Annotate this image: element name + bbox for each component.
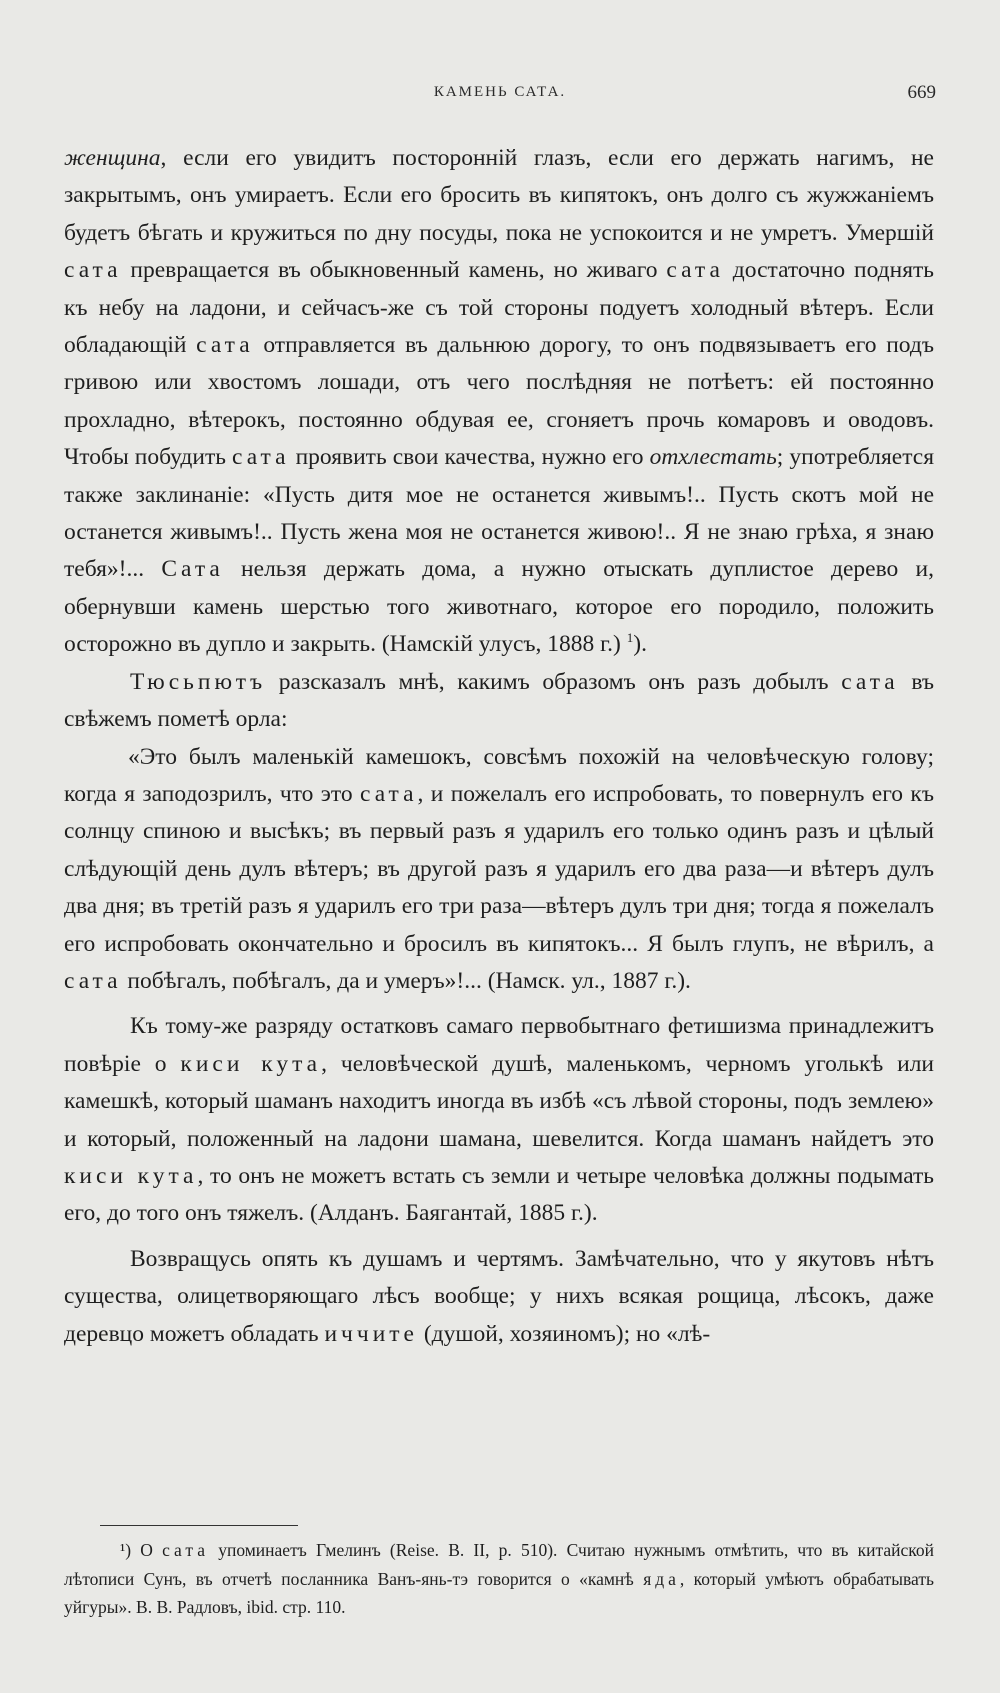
- term-sata: сата: [64, 257, 122, 284]
- text-run: , если его увидитъ посторонній глазъ, если его держать нагимъ, не закрытымъ, онъ умираетъ. Если его бросить въ кипятокъ, онъ долго съ жужжаніемъ будетъ бѣгать и кружиться по дну посуды, пока не успокоится и не умретъ. Умершій: [64, 145, 934, 246]
- text-run: разсказалъ мнѣ, какимъ образомъ онъ разъ добылъ: [266, 668, 842, 695]
- text-run: , который умѣютъ обрабатывать уйгуры». В. В. Радловъ, ibid. стр. 110.: [64, 1568, 934, 1617]
- term-sata: сата: [232, 444, 290, 471]
- term-kisi-kuta: киси кута: [64, 1162, 198, 1189]
- term-sata: сата: [666, 257, 724, 284]
- text-run: «Это былъ маленькій камешокъ, совсѣмъ похожій на человѣческую голову; когда я заподозрилъ, что это: [64, 743, 934, 807]
- paragraph-1: [64, 140, 934, 664]
- footnote-1: [64, 1536, 934, 1622]
- text-run: нельзя держать дома, а нужно отыскать дуплистое дерево и, обернувши камень шерстью того животнаго, которое его породило, положить осторожно въ дупло и закрыть. (Намскій улусъ, 1888 г.): [64, 556, 934, 658]
- body-text: [64, 140, 934, 1353]
- text-run: отправляется въ дальнюю дорогу, то онъ подвязываетъ его подъ гривою или хвостомъ лошади, отъ чего послѣдняя не потѣетъ: ей постоянно прохладно, вѣтерокъ, постоянно обдувая ее, сгоняетъ прочь комаровъ и оводовъ. Чтобы побудить: [64, 332, 934, 471]
- term-sata: сата: [196, 332, 254, 359]
- italic-word: отхлестать: [649, 444, 777, 471]
- term-sata: сата: [359, 780, 418, 807]
- term-ichchite: иччите: [324, 1320, 418, 1347]
- page-header: [64, 84, 936, 110]
- term-kisi-kuta: киси кута: [180, 1050, 322, 1077]
- footnote-divider: [100, 1525, 298, 1526]
- page-number: 669: [907, 82, 936, 103]
- name-tyuspyut: Тюсьпютъ: [130, 668, 267, 695]
- text-run: ¹) О: [120, 1540, 163, 1560]
- text-run: въ свѣжемъ пометѣ орла:: [64, 668, 934, 733]
- text-run: проявить свои качества, нужно его: [289, 444, 650, 471]
- text-run: (душой, хозяиномъ); но «лѣ-: [417, 1320, 711, 1347]
- term-sata: сата: [841, 668, 899, 695]
- term-yada: яда: [643, 1568, 680, 1589]
- text-run: достаточно поднять къ небу на ладони, и сейчасъ-же съ той стороны подуетъ холодный вѣтеръ. Если обладающій: [64, 257, 935, 359]
- text-run: превращается въ обыкновенный камень, но живаго: [121, 257, 667, 284]
- italic-word: женщина: [64, 145, 161, 171]
- text-run: ; употребляется также заклинаніе: «Пусть дитя мое не останется живымъ!.. Пусть скотъ мой не останется живымъ!.. Пусть жена моя не останется живою!.. Я не знаю грѣха, я знаю тебя»!...: [64, 444, 935, 583]
- footnote-marker: 1: [626, 630, 634, 646]
- text-run: , человѣческой душѣ, маленькомъ, черномъ уголькѣ или камешкѣ, который шаманъ находитъ иногда въ избѣ «съ лѣвой стороны, подъ землею» и который, положенный на ладони шамана, шевелится. Когда шаманъ найдетъ это: [64, 1050, 934, 1152]
- running-title: КАМЕНЬ САТА.: [433, 84, 567, 100]
- text-run: побѣгалъ, побѣгалъ, да и умеръ»!... (Намск. ул., 1887 г.).: [121, 967, 691, 994]
- footnotes: [64, 1536, 934, 1622]
- paragraph-2: [64, 664, 934, 739]
- text-run: , и пожелалъ его испробовать, то повернулъ его къ солнцу спиною и высѣкъ; въ первый разъ я ударилъ его только одинъ разъ и цѣлый слѣдующій день дулъ вѣтеръ; въ другой разъ я ударилъ его два раза—и вѣтеръ дулъ два дня; въ третій разъ я ударилъ его три раза—вѣтеръ дулъ три дня; тогда я пожелалъ его испробовать окончательно и бросилъ въ кипятокъ... Я былъ глупъ, не вѣрилъ, а: [64, 780, 934, 957]
- paragraph-3-quote: [64, 739, 934, 1001]
- paragraph-5: [64, 1241, 934, 1353]
- text-run: ).: [633, 631, 647, 658]
- paragraph-4: [64, 1008, 934, 1232]
- text-run: Возвращусь опять къ душамъ и чертямъ. Замѣчательно, что у якутовъ нѣтъ существа, олицетворяющаго лѣсъ вообще; у нихъ всякая рощица, лѣсокъ, даже деревцо можетъ обладать: [64, 1245, 934, 1347]
- text-run: упоминаетъ Гмелинъ (Reise. В. II, p. 510). Считаю нужнымъ отмѣтить, что въ китайской лѣтописи Сунъ, въ отчетѣ посланника Ванъ-янь-тэ говорится о «камнѣ: [64, 1540, 934, 1589]
- text-run: , то онъ не можетъ встать съ земли и четыре человѣка должны подымать его, до того онъ тяжелъ. (Алданъ. Баягантай, 1885 г.).: [64, 1162, 934, 1227]
- term-sata: сата: [162, 1540, 210, 1560]
- term-sata: сата: [64, 967, 122, 994]
- term-sata: Сата: [161, 556, 224, 583]
- text-run: Къ тому-же разряду остатковъ самаго первобытнаго фетишизма принадлежитъ повѣріе о: [64, 1013, 934, 1077]
